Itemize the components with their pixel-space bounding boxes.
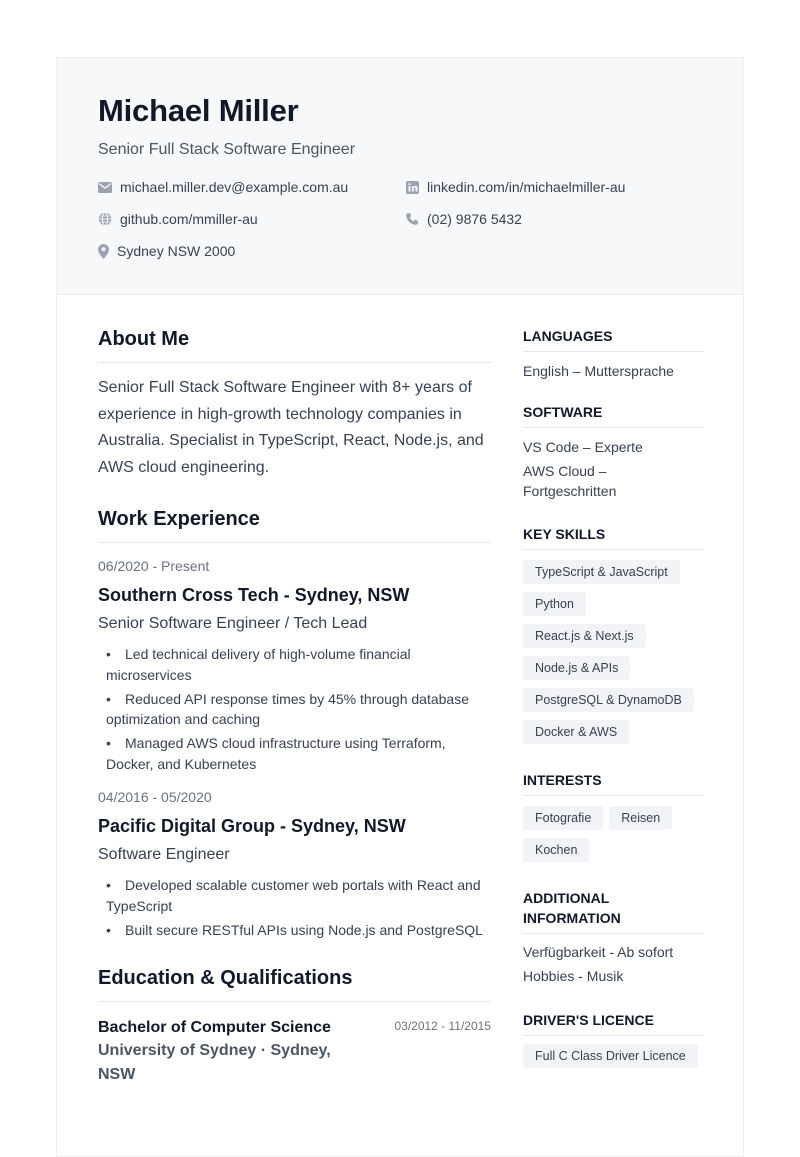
about-title: About Me <box>98 326 491 363</box>
interest-tag: Reisen <box>609 806 672 830</box>
job-role: Senior Software Engineer / Tech Lead <box>98 615 368 632</box>
candidate-name: Michael Miller <box>98 93 299 128</box>
job-bullets <box>98 875 491 940</box>
experience-title: Work Experience <box>98 506 491 543</box>
envelope-icon <box>98 180 112 194</box>
skills-section <box>523 524 704 744</box>
skills-title: KEY SKILLS <box>523 524 704 550</box>
sidebar <box>523 326 704 1068</box>
resume-header <box>57 58 743 295</box>
education-entry <box>98 1017 491 1087</box>
globe-icon <box>98 212 112 226</box>
contact-email-text: michael.miller.dev@example.com.au <box>120 179 349 195</box>
phone-icon <box>405 212 419 226</box>
linkedin-icon <box>405 180 419 194</box>
additional-item: Verfügbarkeit - Ab sofort <box>523 944 674 960</box>
contact-phone-text: (02) 9876 5432 <box>427 211 522 227</box>
education-degree: Bachelor of Computer Science <box>98 1019 331 1036</box>
contact-location-text: Sydney NSW 2000 <box>117 243 236 259</box>
licence-section <box>523 1010 704 1068</box>
software-item: VS Code – Experte <box>523 439 643 455</box>
education-title: Education & Qualifications <box>98 965 491 1002</box>
job-bullet: • Led technical delivery of high-volume financial microservices <box>106 646 411 683</box>
contact-phone[interactable] <box>405 210 522 228</box>
software-item: AWS Cloud – Fortgeschritten <box>523 463 617 499</box>
skill-tag: React.js & Next.js <box>523 624 646 648</box>
skill-tag: Docker & AWS <box>523 720 629 744</box>
interests-tags <box>523 798 704 862</box>
job-entry <box>98 557 491 774</box>
job-dates: 04/2016 - 05/2020 <box>98 789 212 805</box>
skill-tag: PostgreSQL & DynamoDB <box>523 688 694 712</box>
contact-email[interactable] <box>98 178 348 196</box>
job-bullet: • Developed scalable customer web portals with React and TypeScript <box>106 877 481 914</box>
contact-location <box>98 242 235 260</box>
candidate-headline: Senior Full Stack Software Engineer <box>98 141 356 158</box>
additional-item: Hobbies - Musik <box>523 968 624 984</box>
additional-title: ADDITIONAL INFORMATION <box>523 890 621 926</box>
licence-tag: Full C Class Driver Licence <box>523 1044 698 1068</box>
about-text: Senior Full Stack Software Engineer with 8+ years of experience in high-growth technology companies in Australia. Specialist in TypeScript, React, Node.js, and AWS cloud engineering. <box>98 379 484 476</box>
job-bullets <box>98 644 491 774</box>
job-bullet: • Managed AWS cloud infrastructure using Terraform, Docker, and Kubernetes <box>106 735 446 772</box>
interest-tag: Fotografie <box>523 806 603 830</box>
software-section <box>523 402 704 501</box>
job-bullet: • Built secure RESTful APIs using Node.js and PostgreSQL <box>106 921 483 938</box>
language-item: English – Muttersprache <box>523 363 674 379</box>
education-school: University of Sydney · Sydney, NSW <box>98 1042 331 1083</box>
education-section <box>98 965 491 1087</box>
education-dates: 03/2012 - 11/2015 <box>394 1019 491 1033</box>
skill-tag: TypeScript & JavaScript <box>523 560 680 584</box>
job-role: Software Engineer <box>98 846 230 863</box>
about-section <box>98 326 491 481</box>
interests-title: INTERESTS <box>523 770 704 796</box>
interests-section <box>523 770 704 862</box>
contact-linkedin[interactable] <box>405 178 625 196</box>
resume-page <box>56 57 744 1157</box>
licence-title: DRIVER'S LICENCE <box>523 1010 704 1036</box>
interest-tag: Kochen <box>523 838 589 862</box>
skill-tag: Python <box>523 592 586 616</box>
additional-section <box>523 888 704 986</box>
job-entry <box>98 788 491 940</box>
additional-divider <box>523 933 704 934</box>
job-company: Southern Cross Tech - Sydney, NSW <box>98 585 410 605</box>
main-column <box>98 326 491 1087</box>
languages-section <box>523 326 704 381</box>
experience-section <box>98 506 491 940</box>
skills-tags <box>523 552 704 744</box>
contact-linkedin-text: linkedin.com/in/michaelmiller-au <box>427 179 626 195</box>
map-pin-icon <box>98 244 109 258</box>
job-company: Pacific Digital Group - Sydney, NSW <box>98 816 406 836</box>
skill-tag: Node.js & APIs <box>523 656 630 680</box>
job-dates: 06/2020 - Present <box>98 558 210 574</box>
job-bullet: • Reduced API response times by 45% through database optimization and caching <box>106 690 469 727</box>
contact-github[interactable] <box>98 210 258 228</box>
languages-title: LANGUAGES <box>523 326 704 352</box>
contact-github-text: github.com/mmiller-au <box>120 211 258 227</box>
software-title: SOFTWARE <box>523 402 704 428</box>
